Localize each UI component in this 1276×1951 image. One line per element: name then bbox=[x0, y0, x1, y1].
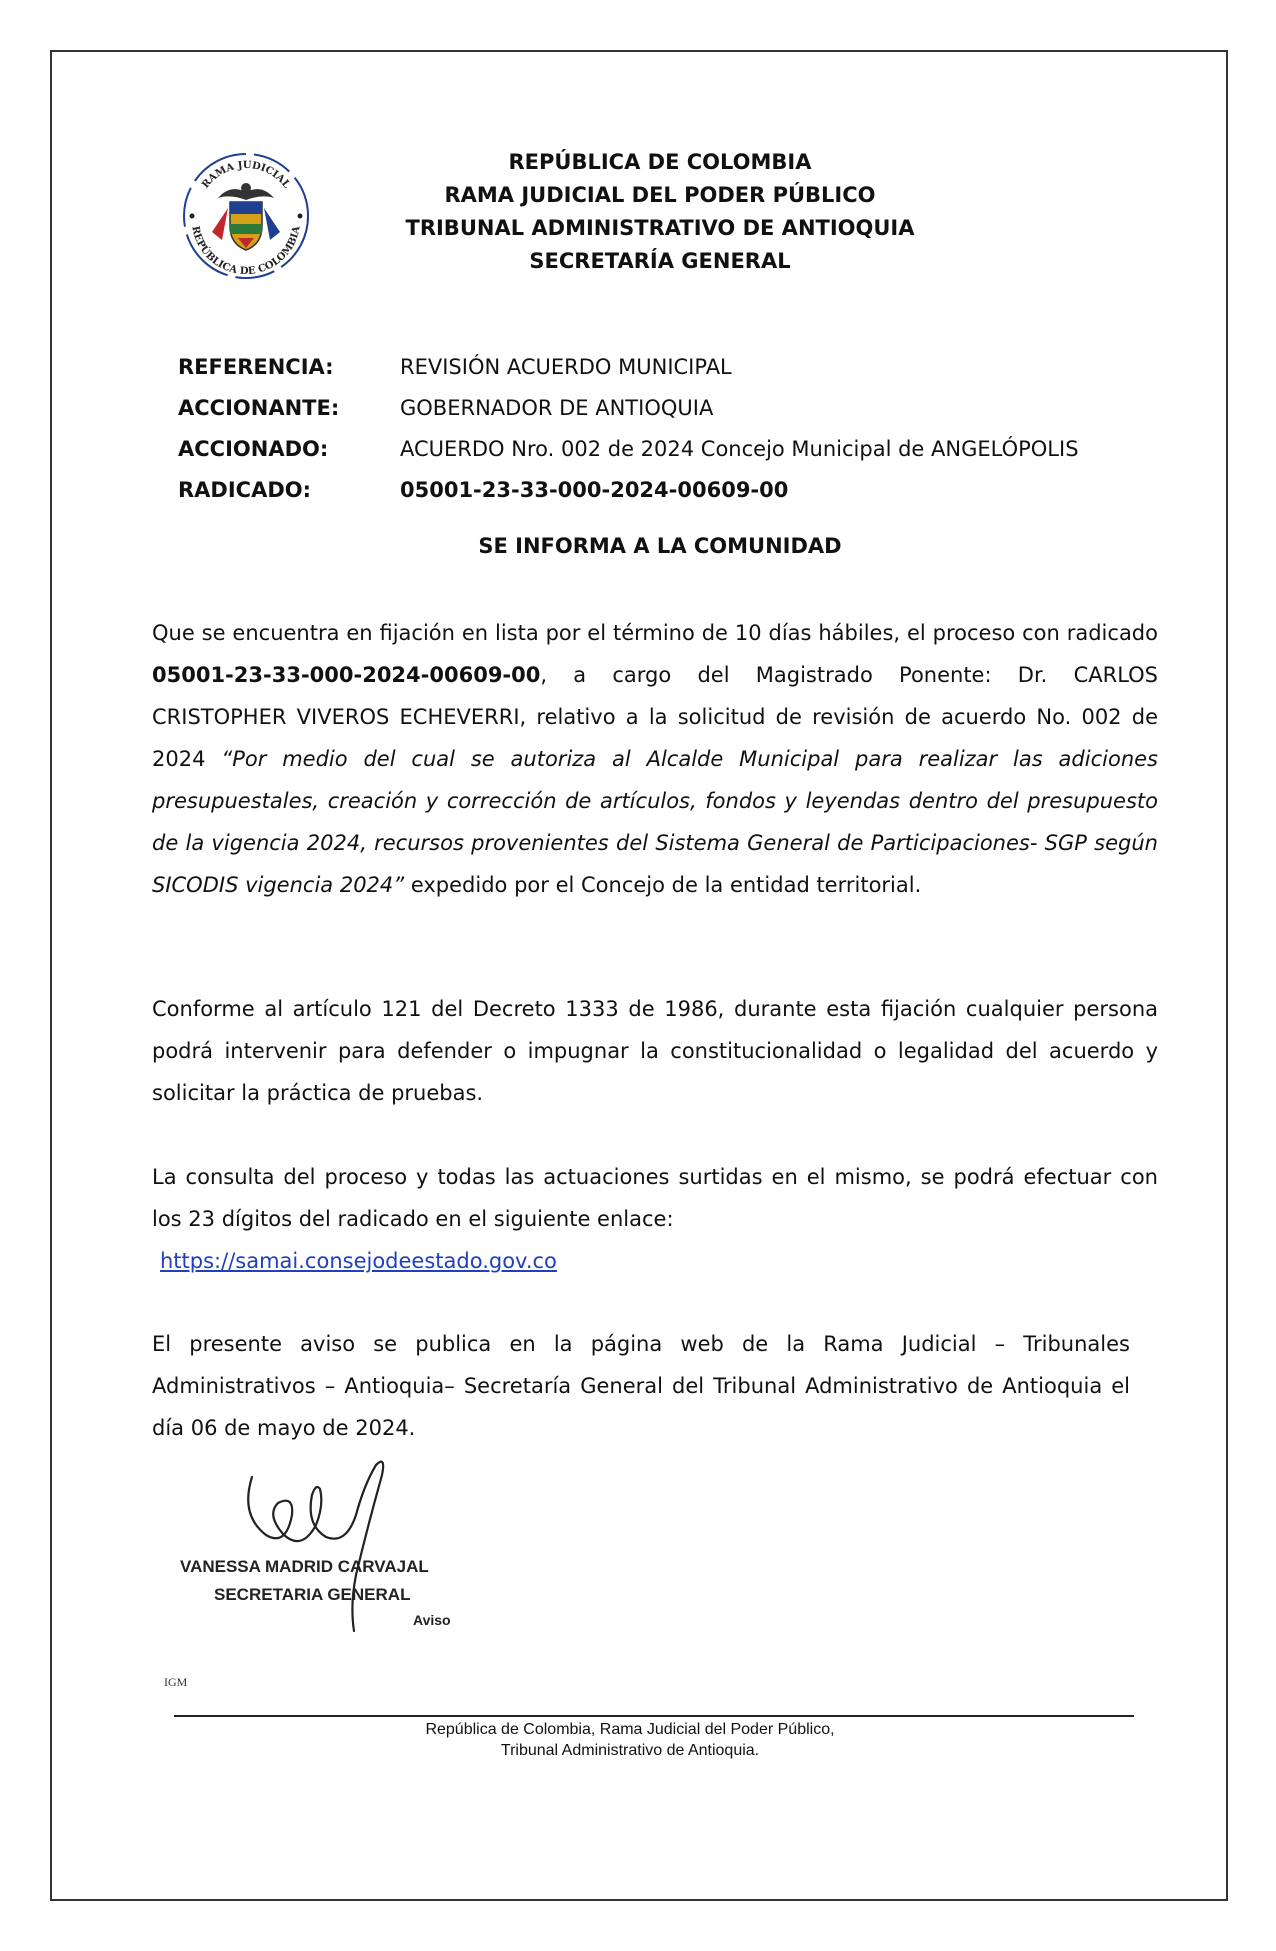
signature-note: Aviso bbox=[413, 1612, 451, 1628]
seal-bottom-text: REPÚBLICA DE COLOMBIA bbox=[189, 225, 303, 278]
footer-divider bbox=[174, 1715, 1134, 1717]
header-country: REPÚBLICA DE COLOMBIA bbox=[508, 150, 812, 174]
paragraph1-text-a: Que se encuentra en fijación en lista por el término de 10 días hábiles, el proceso con radicado bbox=[152, 621, 1158, 645]
header-office: SECRETARÍA GENERAL bbox=[529, 249, 791, 273]
radicado-value: 05001-23-33-000-2024-00609-00 bbox=[400, 477, 789, 502]
reference-row bbox=[178, 346, 1079, 387]
paragraph1-text-c: expedido por el Concejo de la entidad territorial. bbox=[404, 873, 922, 897]
document-header bbox=[330, 146, 990, 278]
handwritten-signature bbox=[236, 1455, 436, 1635]
accionante-value: GOBERNADOR DE ANTIOQUIA bbox=[400, 395, 714, 420]
publication-paragraph: El presente aviso se publica en la página web de la Rama Judicial – Tribunales Administrativos – Antioquia– Secretaría General del Tribunal Administrativo de Antioquia el día 06 de mayo de 2024. bbox=[152, 1332, 1130, 1440]
signer-name: VANESSA MADRID CARVAJAL bbox=[180, 1557, 429, 1576]
referencia-label: REFERENCIA: bbox=[178, 354, 334, 379]
referencia-value: REVISIÓN ACUERDO MUNICIPAL bbox=[400, 354, 732, 379]
seal-top-text: RAMA JUDICIAL bbox=[200, 159, 292, 191]
radicado-row bbox=[178, 469, 1079, 510]
signer-title: SECRETARIA GENERAL bbox=[214, 1585, 411, 1604]
reference-block bbox=[178, 346, 1079, 510]
paragraph1-quote: “Por medio del cual se autoriza al Alcalde Municipal para realizar las adiciones presupuestales, creación y corrección de artículos, fondos y leyendas dentro del presupuesto de la vigencia 2024, recursos provenientes del Sistema General de Participaciones- SGP según SICODIS vigencia 2024” bbox=[152, 747, 1158, 897]
paragraph1-text-b: , a cargo del Magistrado Ponente: Dr. CARLOS CRISTOPHER VIVEROS ECHEVERRI, relativo a la solicitud de revisión de acuerdo No. 002 de 2024 bbox=[152, 663, 1158, 771]
drafter-initials: IGM bbox=[164, 1675, 188, 1689]
header-branch: RAMA JUDICIAL DEL PODER PÚBLICO bbox=[444, 183, 876, 207]
accionado-label: ACCIONADO: bbox=[178, 436, 329, 461]
legal-basis-paragraph: Conforme al artículo 121 del Decreto 1333 de 1986, durante esta fijación cualquier persona podrá intervenir para defender o impugnar la constitucionalidad o legalidad del acuerdo y solicitar la práctica de pruebas. bbox=[152, 997, 1158, 1105]
accionante-label: ACCIONANTE: bbox=[178, 395, 340, 420]
samai-link[interactable]: https://samai.consejodeestado.gov.co bbox=[160, 1249, 557, 1273]
notice-paragraph bbox=[152, 612, 1158, 906]
page-border bbox=[50, 50, 1228, 1901]
paragraph1-radicado: 05001-23-33-000-2024-00609-00 bbox=[152, 663, 541, 687]
rama-judicial-seal-icon bbox=[178, 148, 314, 284]
accionado-row bbox=[178, 428, 1079, 469]
accionado-value: ACUERDO Nro. 002 de 2024 Concejo Municipal de ANGELÓPOLIS bbox=[400, 436, 1079, 461]
paragraph3-text: La consulta del proceso y todas las actuaciones surtidas en el mismo, se podrá efectuar con los 23 dígitos del radicado en el siguiente enlace: bbox=[152, 1165, 1158, 1231]
page-footer bbox=[350, 1719, 910, 1761]
accionante-row bbox=[178, 387, 1079, 428]
header-tribunal: TRIBUNAL ADMINISTRATIVO DE ANTIOQUIA bbox=[405, 216, 915, 240]
footer-line-1: República de Colombia, Rama Judicial del Poder Público, bbox=[425, 1721, 835, 1738]
footer-line-2: Tribunal Administrativo de Antioquia. bbox=[500, 1742, 760, 1759]
announcement-heading: SE INFORMA A LA COMUNIDAD bbox=[478, 534, 842, 558]
radicado-label: RADICADO: bbox=[178, 477, 312, 502]
consultation-paragraph bbox=[152, 1156, 1158, 1282]
